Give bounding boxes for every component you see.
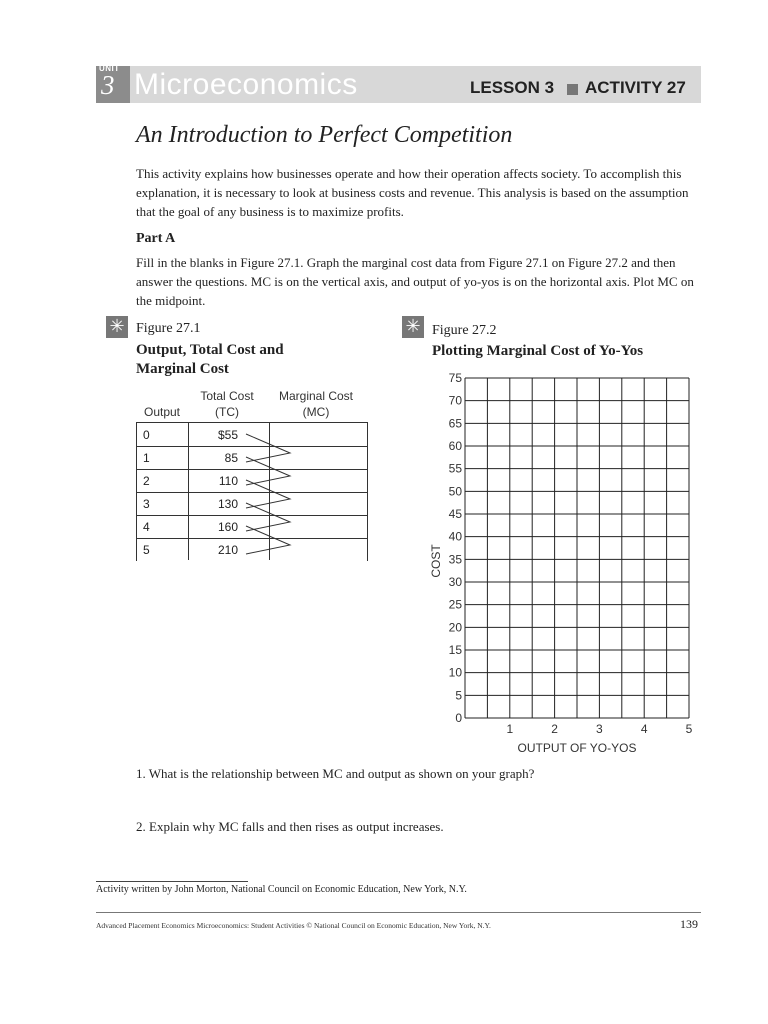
figure2-number: Figure 27.2 xyxy=(432,323,497,338)
y-tick-label: 0 xyxy=(455,711,462,725)
y-tick-label: 10 xyxy=(448,665,462,680)
asterisk-icon: ✳ xyxy=(402,316,424,338)
x-tick-label: 3 xyxy=(596,722,603,736)
footer-text: Advanced Placement Economics Microeconomics: Student Activities © National Council on Economic Education, New York, N.Y. xyxy=(96,921,491,930)
question-1: 1. What is the relationship between MC and output as shown on your graph? xyxy=(136,766,535,781)
output-cell: 1 xyxy=(143,451,150,465)
figure1-number: Figure 27.1 xyxy=(136,321,201,336)
mc-blank-connectors xyxy=(244,430,296,555)
y-tick-label: 20 xyxy=(448,620,462,635)
footnote-rule xyxy=(96,881,248,882)
y-tick-label: 25 xyxy=(448,597,462,612)
y-tick-label: 75 xyxy=(448,371,462,385)
y-tick-label: 55 xyxy=(448,461,462,476)
output-cell: 0 xyxy=(143,428,150,442)
y-tick-label: 40 xyxy=(448,529,462,544)
output-cell: 4 xyxy=(143,520,150,534)
y-tick-label: 35 xyxy=(448,552,462,567)
col-header-mc-line1: Marginal Cost xyxy=(278,389,354,403)
separator-square xyxy=(567,84,578,95)
intro-paragraph: This activity explains how businesses operate and how their operation affects society. To accomplish this explanation, it is necessary to look at business costs and revenue. This analysis is based on the assumption that the goal of any business is to maximize profits. xyxy=(136,166,689,219)
tc-cell: 85 xyxy=(224,451,238,465)
mc-blank-3 xyxy=(246,480,290,508)
question-2: 2. Explain why MC falls and then rises as output increases. xyxy=(136,819,444,834)
col-header-tc-line2: (TC) xyxy=(215,405,239,419)
col-header-tc-line1: Total Cost xyxy=(200,389,254,403)
figure2-caption: Plotting Marginal Cost of Yo-Yos xyxy=(432,343,644,359)
tc-cell: $55 xyxy=(217,428,238,442)
y-tick-label: 5 xyxy=(455,688,462,703)
output-cell: 2 xyxy=(143,474,150,488)
tc-cell: 210 xyxy=(217,543,238,557)
y-tick-label: 15 xyxy=(448,643,462,657)
figure1-caption-line1: Output, Total Cost and xyxy=(136,342,284,358)
y-tick-label: 60 xyxy=(448,439,462,453)
mc-chart xyxy=(420,364,710,756)
output-cell: 5 xyxy=(143,543,150,557)
col-header-output: Output xyxy=(143,405,181,419)
unit-title: Microeconomics xyxy=(134,68,358,101)
x-tick-label: 2 xyxy=(551,722,558,736)
figure1-caption-line2: Marginal Cost xyxy=(136,361,229,377)
tc-cell: 110 xyxy=(218,474,238,488)
x-tick-label: 1 xyxy=(506,722,514,736)
output-cell: 3 xyxy=(143,497,150,511)
table-col-divider xyxy=(188,422,189,560)
col-header-mc-line2: (MC) xyxy=(302,405,330,419)
x-axis-label: OUTPUT OF YO-YOS xyxy=(517,741,637,755)
tc-cell: 160 xyxy=(217,520,238,534)
y-tick-label: 30 xyxy=(448,575,462,589)
tc-cell: 130 xyxy=(217,497,238,511)
part-a-heading: Part A xyxy=(136,231,176,246)
x-tick-label: 4 xyxy=(640,722,648,736)
unit-number: 3 xyxy=(101,70,115,100)
mc-blank-2 xyxy=(246,457,290,485)
lesson-label: LESSON 3 xyxy=(470,78,555,97)
x-tick-label: 5 xyxy=(685,722,693,736)
mc-chart-svg xyxy=(420,364,710,756)
mc-blank-5 xyxy=(246,526,290,554)
y-tick-label: 50 xyxy=(448,484,462,499)
page-title: An Introduction to Perfect Competition xyxy=(136,122,513,148)
mc-blank-1 xyxy=(246,434,290,462)
y-tick-label: 70 xyxy=(448,393,462,408)
author-credit: Activity written by John Morton, National Council on Economic Education, New York, N.Y. xyxy=(96,884,467,895)
y-axis-label: COST xyxy=(429,544,443,578)
part-a-instructions: Fill in the blanks in Figure 27.1. Graph the marginal cost data from Figure 27.1 on Figure 27.2 and then answer the questions. MC is on the vertical axis, and output of yo-yos is on the horizontal axis. Plot MC on the midpoint. xyxy=(136,255,694,308)
y-tick-label: 65 xyxy=(448,416,462,431)
y-tick-label: 45 xyxy=(448,507,462,521)
footer-rule xyxy=(96,912,701,913)
unit-label: UNIT xyxy=(99,64,120,73)
page-number: 139 xyxy=(680,917,698,931)
asterisk-icon: ✳ xyxy=(106,316,128,338)
mc-blank-4 xyxy=(246,503,290,531)
activity-label: ACTIVITY 27 xyxy=(585,78,686,97)
